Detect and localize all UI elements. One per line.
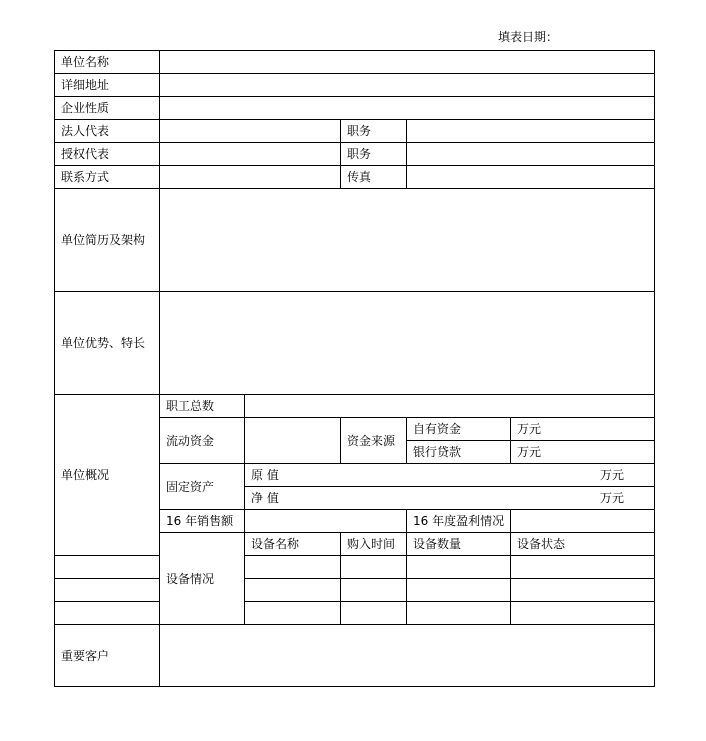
legal-rep-post-field[interactable]: [407, 120, 655, 143]
enterprise-nature-label: 企业性质: [55, 97, 160, 120]
equipment-header-quantity: 设备数量: [407, 533, 511, 556]
own-funds-unit: 万元: [517, 422, 542, 436]
bank-loan-field[interactable]: [511, 441, 655, 464]
sales-16-label: 16 年销售额: [160, 510, 245, 533]
equipment-row: [55, 602, 655, 625]
equipment-cell[interactable]: [511, 556, 655, 579]
legal-rep-post-label: 职务: [341, 120, 407, 143]
original-value-unit: 万元: [600, 468, 625, 482]
fax-label: 传真: [341, 166, 407, 189]
net-value-label: 净 值: [251, 491, 279, 505]
equipment-header-status: 设备状态: [511, 533, 655, 556]
equipment-header-name: 设备名称: [245, 533, 341, 556]
equipment-cell[interactable]: [55, 602, 160, 625]
equipment-cell[interactable]: [407, 579, 511, 602]
fixed-assets-label: 固定资产: [160, 464, 245, 510]
equipment-cell[interactable]: [511, 579, 655, 602]
staff-total-field[interactable]: [245, 395, 655, 418]
address-label: 详细地址: [55, 74, 160, 97]
contact-label: 联系方式: [55, 166, 160, 189]
equipment-label: 设备情况: [160, 533, 245, 625]
strengths-label: 单位优势、特长: [55, 292, 160, 395]
equipment-cell[interactable]: [245, 556, 341, 579]
address-field[interactable]: [160, 74, 655, 97]
working-capital-field[interactable]: [245, 418, 341, 464]
bank-loan-unit: 万元: [517, 445, 542, 459]
staff-total-label: 职工总数: [160, 395, 245, 418]
bank-loan-label: 银行贷款: [407, 441, 511, 464]
fill-date-label: 填表日期：: [498, 30, 559, 44]
original-value-field[interactable]: [245, 464, 655, 487]
legal-rep-field[interactable]: [160, 120, 341, 143]
overview-label: 单位概况: [55, 395, 160, 556]
equipment-cell[interactable]: [341, 602, 407, 625]
key-clients-label: 重要客户: [55, 625, 160, 687]
unit-name-label: 单位名称: [55, 51, 160, 74]
history-label: 单位简历及架构: [55, 189, 160, 292]
unit-name-field[interactable]: [160, 51, 655, 74]
equipment-cell[interactable]: [341, 556, 407, 579]
equipment-cell[interactable]: [55, 579, 160, 602]
own-funds-label: 自有资金: [407, 418, 511, 441]
auth-rep-post-field[interactable]: [407, 143, 655, 166]
sales-16-field[interactable]: [245, 510, 407, 533]
net-value-field[interactable]: [245, 487, 655, 510]
fax-field[interactable]: [407, 166, 655, 189]
equipment-cell[interactable]: [245, 579, 341, 602]
equipment-cell[interactable]: [341, 579, 407, 602]
equipment-cell[interactable]: [55, 556, 160, 579]
equipment-cell[interactable]: [407, 602, 511, 625]
key-clients-field[interactable]: [160, 625, 655, 687]
net-value-unit: 万元: [600, 491, 625, 505]
auth-rep-field[interactable]: [160, 143, 341, 166]
equipment-header-purchase-time: 购入时间: [341, 533, 407, 556]
profit-16-field[interactable]: [511, 510, 655, 533]
strengths-field[interactable]: [160, 292, 655, 395]
history-field[interactable]: [160, 189, 655, 292]
equipment-row: [55, 556, 655, 579]
enterprise-nature-field[interactable]: [160, 97, 655, 120]
equipment-cell[interactable]: [407, 556, 511, 579]
equipment-row: [55, 579, 655, 602]
contact-field[interactable]: [160, 166, 341, 189]
original-value-label: 原 值: [251, 468, 279, 482]
auth-rep-post-label: 职务: [341, 143, 407, 166]
own-funds-field[interactable]: [511, 418, 655, 441]
legal-rep-label: 法人代表: [55, 120, 160, 143]
profit-16-label: 16 年度盈利情况: [407, 510, 511, 533]
capital-source-label: 资金来源: [341, 418, 407, 464]
equipment-cell[interactable]: [511, 602, 655, 625]
auth-rep-label: 授权代表: [55, 143, 160, 166]
working-capital-label: 流动资金: [160, 418, 245, 464]
registration-form: [54, 50, 655, 687]
equipment-cell[interactable]: [245, 602, 341, 625]
